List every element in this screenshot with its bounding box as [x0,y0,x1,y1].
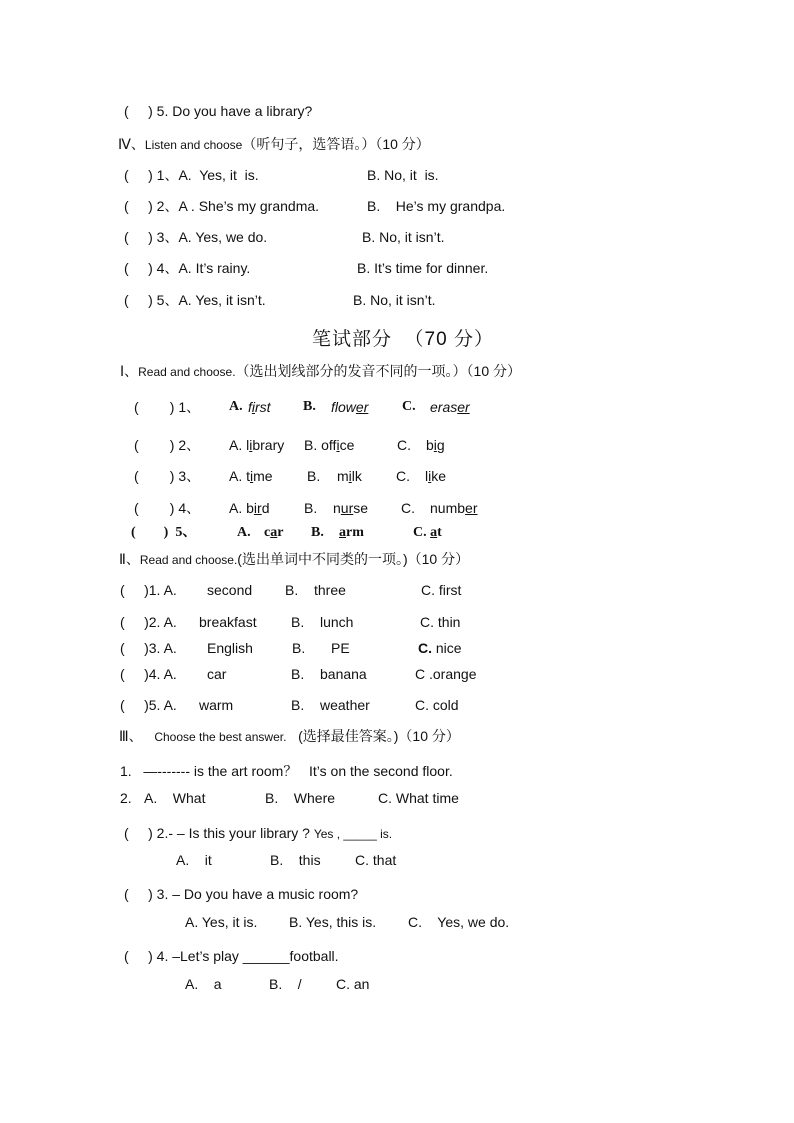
part-3-q2: ( ) 2.- – Is this your library ? Yes , _____ is. [124,825,393,841]
part-1-q5-c: C. at [413,525,442,540]
part-1-q4-b-label: B. [304,500,318,516]
part-1-q5-b-label: B. [311,525,324,540]
part-1-q1-b-label: B. [303,399,316,414]
part-1-q1-c-label: C. [402,399,416,414]
part-1-q1-a-word: first [248,399,271,415]
listening-item-5: ( ) 5、A. Yes, it isn’t. [124,292,266,308]
part-3-q4-option-b: B. / [269,976,302,992]
part-3-q4: ( ) 4. –Let’s play ______football. [124,948,339,964]
listening-item-4: ( ) 4、A. It’s rainy. [124,260,251,276]
part-2-item-3-a: English [207,640,253,656]
part-2-item-2-b: lunch [320,614,354,630]
part-3-q1-option-c: C. What time [378,790,459,806]
part-3-q3: ( ) 3. – Do you have a music room? [124,886,359,902]
section-4-heading [118,135,430,154]
part-1-q2-paren: ( ) 2、 [134,437,201,453]
part-1-q1-b-word: flower [331,399,369,415]
part-1-q4-b-word: nurse [333,500,369,516]
part-2-item-2-b-label: B. [291,614,305,630]
part-1-q5-b-word: arm [339,525,364,540]
part-3-q3-option-c: C. Yes, we do. [408,914,510,930]
part-2-item-5-a: warm [199,697,234,713]
part-3-q1-num2: 2. [120,790,132,806]
part-2-item-4-num: ( )4. A. [120,666,177,682]
part-2-item-5-b: weather [320,697,370,713]
part-2-item-5-b-label: B. [291,697,305,713]
part-2-item-1-c: C. first [421,582,462,598]
part-1-q2-a: A. library [229,437,285,453]
section-title-cn: （听句子，选答语。）（10 分） [242,136,430,152]
part-1-q5-a-word: car [264,525,284,540]
listening-q5-previous: ( ) 5. Do you have a library? [124,103,313,119]
part-3-q2-option-c: C. that [355,852,397,868]
part-1-q2-c-word: big [426,437,445,453]
listening-item-2-b: B. He’s my grandpa. [367,198,506,214]
part-3-q3-option-a: A. Yes, it is. [185,914,258,930]
listening-item-3-b: B. No, it isn’t. [362,229,445,245]
part-2-item-1-a: second [207,582,253,598]
listening-item-1: ( ) 1、A. Yes, it is. [124,167,259,183]
part-1-q4-a: A. bird [229,500,270,516]
part-2-item-2-c: C. thin [420,614,461,630]
part-3-q2-option-b: B. this [270,852,321,868]
part-1-q4-paren: ( ) 4、 [134,500,201,516]
part-1-q2-b: B. office [304,437,355,453]
part-2-item-3-num: ( )3. A. [120,640,177,656]
part-2-item-1-num: ( )1. A. [120,582,177,598]
part-2-item-4-b: banana [320,666,367,682]
written-part-title: 笔试部分 （70 分） [312,329,494,350]
part-1-q3-paren: ( ) 3、 [134,468,201,484]
part-2-item-5-num: ( )5. A. [120,697,177,713]
part-3-q1: 1. —------- is the art room？ It’s on the second floor. [120,763,453,779]
part-2-item-2-num: ( )2. A. [120,614,177,630]
part-2-item-3-b: PE [331,640,350,656]
part-2-heading: Ⅱ、Read and choose.(选出单词中不同类的一项。)（10 分） [119,551,470,567]
part-1-q3-c-word: like [425,468,447,484]
part-2-item-3-b-label: B. [292,640,306,656]
part-3-q4-option-a: A. a [185,976,222,992]
part-2-item-2-a: breakfast [199,614,257,630]
part-2-item-3-c: C. nice [418,640,462,656]
part-2-item-5-c: C. cold [415,697,459,713]
part-3-q1-option-a: A. What [144,790,206,806]
part-2-item-4-a: car [207,666,227,682]
part-2-item-4-b-label: B. [291,666,305,682]
part-1-q2-c-label: C. [397,437,411,453]
part-1-q3-c-label: C. [396,468,410,484]
part-1-q1-a-label: A. [229,399,243,414]
part-1-q4-c-label: C. [401,500,415,516]
part-2-item-1-b: three [314,582,346,598]
part-1-q5-paren: ( ) 5、 [131,525,197,540]
part-1-q1-c-word: eraser [430,399,470,415]
part-2-item-1-b-label: B. [285,582,299,598]
part-3-q3-option-b: B. Yes, this is. [289,914,377,930]
part-1-q5-a-label: A. [237,525,251,540]
part-1-q3-a: A. time [229,468,273,484]
part-1-q3-b-word: milk [337,468,362,484]
part-1-q4-c-word: number [430,500,478,516]
section-title-en: Listen and choose [144,138,243,152]
part-3-q4-option-c: C. an [336,976,370,992]
listening-item-1-b: B. No, it is. [367,167,439,183]
listening-item-5-b: B. No, it isn’t. [353,292,436,308]
part-1-q1-paren: ( ) 1、 [134,399,201,415]
part-3-q1-option-b: B. Where [265,790,336,806]
part-2-item-4-c: C .orange [415,666,477,682]
listening-item-3: ( ) 3、A. Yes, we do. [124,229,268,245]
part-3-heading: Ⅲ、 Choose the best answer. (选择最佳答案。)（10 分） [119,728,460,744]
listening-item-2: ( ) 2、A . She’s my grandma. [124,198,320,214]
section-number: Ⅳ、 [118,136,145,152]
part-1-heading: Ⅰ、Read and choose.（选出划线部分的发音不同的一项。）（10 分） [120,363,522,379]
listening-item-4-b: B. It’s time for dinner. [357,260,489,276]
part-3-q2-option-a: A. it [176,852,212,868]
part-1-q3-b-label: B. [307,468,321,484]
